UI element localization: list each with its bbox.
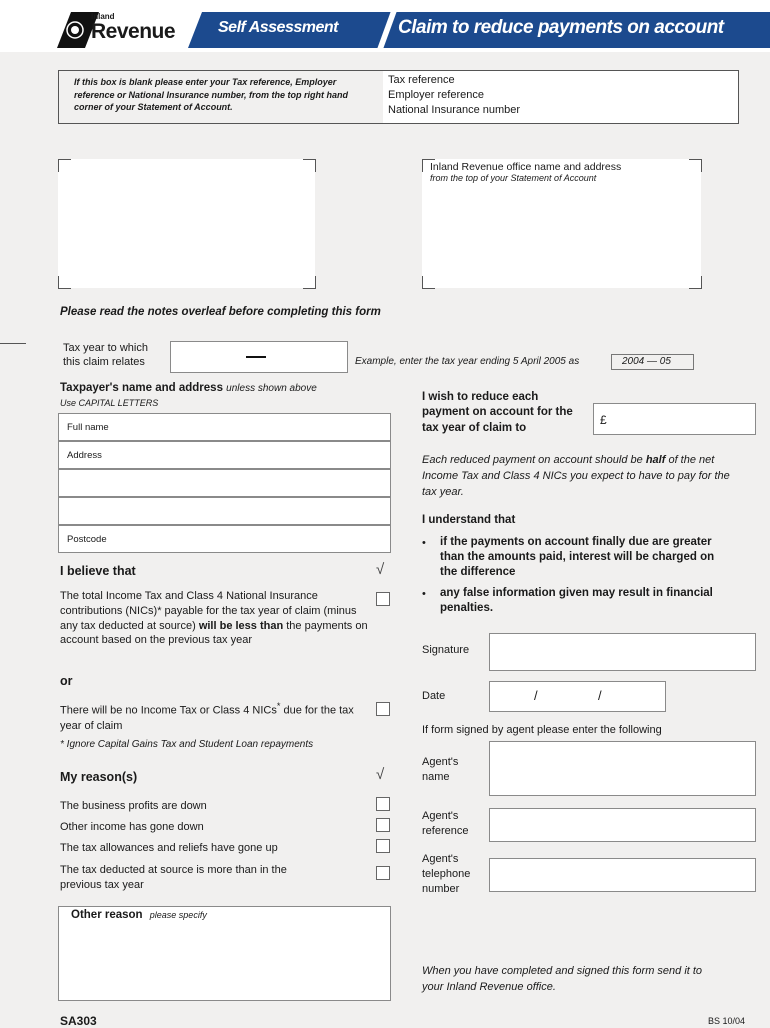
agent-reference-field[interactable] <box>489 808 756 842</box>
address-line-2[interactable] <box>58 469 391 497</box>
corner-mark <box>303 276 316 289</box>
postcode-label: Postcode <box>67 534 107 545</box>
agent-name-label: Agent's name <box>422 756 459 783</box>
employer-reference-label: Employer reference <box>388 89 484 101</box>
option1-text-end: the payments on account based on the previous tax year <box>60 619 368 647</box>
corner-mark <box>58 159 71 172</box>
date-field[interactable] <box>489 681 666 712</box>
option2-sup: * <box>276 701 281 711</box>
postcode-field[interactable] <box>58 525 391 553</box>
inland-revenue-logo <box>57 12 176 48</box>
taxpayer-address-window <box>58 159 315 288</box>
option2-text: There will be no Income Tax or Class 4 NICs <box>60 704 277 717</box>
believe-option-2-checkbox[interactable] <box>376 702 390 716</box>
office-box-subtitle: from the top of your Statement of Account <box>430 173 597 183</box>
reason-4: The tax deducted at source is more than in the previous tax year <box>60 864 287 891</box>
ni-number-label: National Insurance number <box>388 104 521 116</box>
reason-3-checkbox[interactable] <box>376 839 390 853</box>
reason-1-checkbox[interactable] <box>376 797 390 811</box>
date-separator: / <box>534 688 538 703</box>
tax-year-example-value: 2004 — 05 <box>622 356 671 367</box>
believe-option-1 <box>60 589 372 648</box>
signature-label: Signature <box>422 644 470 656</box>
believe-heading: I believe that <box>60 564 136 578</box>
tax-year-label-1: Tax year to which <box>63 342 148 354</box>
pound-sign: £ <box>600 413 607 427</box>
address-field[interactable] <box>58 441 391 469</box>
office-box-title: Inland Revenue office name and address <box>430 161 622 173</box>
agent-intro: If form signed by agent please enter the following <box>422 724 662 736</box>
footnote: * Ignore Capital Gains Tax and Student Loan repayments <box>60 739 314 750</box>
reason-2-checkbox[interactable] <box>376 818 390 832</box>
option1-emphasis: will be less than <box>198 619 284 632</box>
corner-mark <box>689 276 702 289</box>
reason-3: The tax allowances and reliefs have gone up <box>60 842 278 854</box>
agent-phone-field[interactable] <box>489 858 756 892</box>
believe-option-1-checkbox[interactable] <box>376 592 390 606</box>
taxpayer-heading-note: unless shown above <box>226 383 317 394</box>
reduce-label: I wish to reduce each payment on account for the tax year of claim to <box>422 391 573 434</box>
taxpayer-heading: Taxpayer's name and address <box>60 382 223 394</box>
corner-mark <box>689 159 702 172</box>
tick-icon: √ <box>376 766 385 783</box>
agent-phone-label: Agent's telephone number <box>422 853 471 895</box>
notes-instruction: Please read the notes overleaf before completing this form <box>60 306 381 318</box>
address-line-3[interactable] <box>58 497 391 525</box>
option1-text: The total Income Tax and Class 4 National Insurance contributions (NICs)* payable for the tax year of claim (minus any tax deducted at source) <box>60 590 357 632</box>
form-code: SA303 <box>60 1014 97 1028</box>
option2-text-end: due for the tax year of claim <box>60 704 354 732</box>
reduce-note-emphasis: half <box>645 454 666 466</box>
other-reason-note: please specify <box>149 910 207 920</box>
corner-mark <box>303 159 316 172</box>
page-title: Claim to reduce payments on account <box>398 17 724 38</box>
reason-2: Other income has gone down <box>60 821 204 833</box>
reason-1: The business profits are down <box>60 800 207 812</box>
reference-instruction: If this box is blank please enter your Tax reference, Employer reference or National Insurance number, from the top right hand corner of your Statement of Account. <box>74 77 349 112</box>
understand-heading: I understand that <box>422 514 516 526</box>
reason-4-checkbox[interactable] <box>376 866 390 880</box>
date-label: Date <box>422 690 446 702</box>
or-label: or <box>60 674 73 688</box>
corner-mark <box>58 276 71 289</box>
capitals-note: Use CAPITAL LETTERS <box>60 398 159 408</box>
agent-name-field[interactable] <box>489 741 756 796</box>
agent-reference-label: Agent's reference <box>422 810 469 837</box>
understand-bullet-1: if the payments on account finally due are greater than the amounts paid, interest will be charged on the difference <box>440 536 715 578</box>
form-version: BS 10/04 <box>708 1016 746 1026</box>
date-separator: / <box>598 688 602 703</box>
reduce-note-text-end: of the net Income Tax and Class 4 NICs you expect to have to pay for the tax year. <box>422 454 730 498</box>
reduced-amount-input[interactable] <box>593 403 756 435</box>
reduce-note <box>422 452 742 500</box>
reduce-note-text: Each reduced payment on account should be <box>422 454 643 466</box>
tick-icon: √ <box>376 561 385 578</box>
bullet: • <box>422 588 426 600</box>
brand-small: Inland <box>91 12 115 21</box>
other-reason-label: Other reason <box>71 909 143 921</box>
brand-name: Revenue <box>91 20 176 43</box>
understand-bullet-2: any false information given may result in financial penalties. <box>440 587 713 614</box>
tax-year-dash <box>246 356 266 358</box>
believe-option-2 <box>60 699 360 734</box>
reasons-heading: My reason(s) <box>60 770 138 784</box>
full-name-field[interactable] <box>58 413 391 441</box>
address-label: Address <box>67 450 102 461</box>
closing-instruction: When you have completed and signed this form send it to your Inland Revenue office. <box>422 965 703 993</box>
signature-field[interactable] <box>489 633 756 671</box>
bullet: • <box>422 537 426 549</box>
tax-reference-label: Tax reference <box>388 74 455 86</box>
fold-mark <box>0 343 26 344</box>
tax-year-example: Example, enter the tax year ending 5 April 2005 as <box>355 356 580 367</box>
full-name-label: Full name <box>67 422 109 433</box>
tax-year-label-2: this claim relates <box>63 356 145 368</box>
section-name: Self Assessment <box>218 19 338 36</box>
corner-mark <box>422 276 435 289</box>
